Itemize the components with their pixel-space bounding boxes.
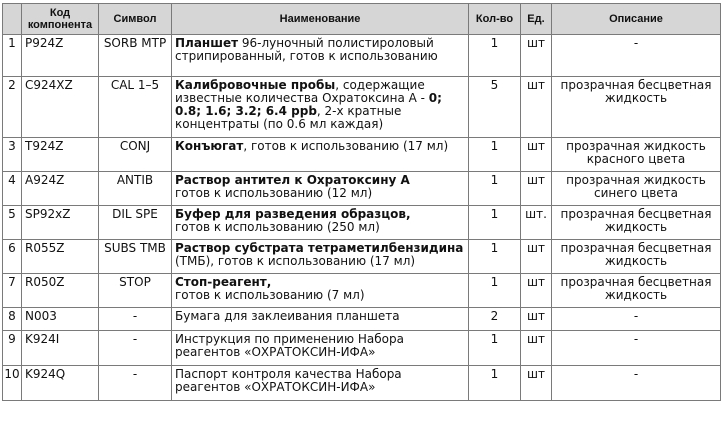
- component-unit: шт: [521, 35, 552, 77]
- row-number: 6: [3, 240, 22, 274]
- component-name-text: (ТМБ), готов к использованию (17 мл): [175, 254, 416, 268]
- component-name: [172, 331, 469, 366]
- component-unit: шт: [521, 77, 552, 138]
- component-symbol: -: [99, 366, 172, 401]
- component-name: [172, 366, 469, 401]
- component-name-text: Бумага для заклеивания планшета: [175, 309, 400, 323]
- row-number: 8: [3, 308, 22, 331]
- component-code: C924XZ: [22, 77, 99, 138]
- component-qty: 1: [469, 138, 521, 172]
- component-code: A924Z: [22, 172, 99, 206]
- component-name: [172, 240, 469, 274]
- header-row: [3, 4, 721, 35]
- row-number: 5: [3, 206, 22, 240]
- component-name: [172, 172, 469, 206]
- table-row: [3, 308, 721, 331]
- component-symbol: -: [99, 331, 172, 366]
- component-name-bold: Стоп-реагент,: [175, 275, 272, 289]
- component-description: прозрачная жидкость синего цвета: [552, 172, 721, 206]
- component-description: -: [552, 331, 721, 366]
- component-name-bold: Буфер для разведения образцов,: [175, 207, 411, 221]
- row-number: 3: [3, 138, 22, 172]
- component-unit: шт: [521, 240, 552, 274]
- row-number: 4: [3, 172, 22, 206]
- component-description: прозрачная бесцветная жидкость: [552, 274, 721, 308]
- component-description: -: [552, 35, 721, 77]
- component-name-text: готов к использованию (12 мл): [175, 186, 373, 200]
- component-qty: 1: [469, 331, 521, 366]
- component-name: [172, 35, 469, 77]
- component-code: R050Z: [22, 274, 99, 308]
- row-number: 1: [3, 35, 22, 77]
- component-name: [172, 206, 469, 240]
- components-table: [2, 3, 721, 401]
- table-row: [3, 172, 721, 206]
- component-symbol: SUBS TMB: [99, 240, 172, 274]
- component-name-text: 96-луночный полистироловый стрипированный, готов к использованию: [175, 36, 438, 63]
- component-name-bold: Конъюгат: [175, 139, 244, 153]
- header-code: Код компонента: [22, 4, 99, 35]
- row-number: 9: [3, 331, 22, 366]
- component-unit: шт: [521, 172, 552, 206]
- component-name-text: , готов к использованию (17 мл): [243, 139, 449, 153]
- component-name: [172, 77, 469, 138]
- header-symbol: Символ: [99, 4, 172, 35]
- table-row: [3, 274, 721, 308]
- component-qty: 1: [469, 35, 521, 77]
- component-code: K924I: [22, 331, 99, 366]
- component-code: SP92xZ: [22, 206, 99, 240]
- component-description: прозрачная бесцветная жидкость: [552, 77, 721, 138]
- component-name-text: Инструкция по применению Набора реагентов «ОХРАТОКСИН-ИФА»: [175, 332, 404, 359]
- component-description: -: [552, 366, 721, 401]
- component-symbol: DIL SPE: [99, 206, 172, 240]
- row-number: 2: [3, 77, 22, 138]
- component-unit: шт: [521, 331, 552, 366]
- component-symbol: SORB MTP: [99, 35, 172, 77]
- component-unit: шт: [521, 138, 552, 172]
- row-number: 10: [3, 366, 22, 401]
- component-unit: шт.: [521, 206, 552, 240]
- header-name: Наименование: [172, 4, 469, 35]
- component-symbol: CAL 1–5: [99, 77, 172, 138]
- component-code: N003: [22, 308, 99, 331]
- component-symbol: STOP: [99, 274, 172, 308]
- header-unit: Ед.: [521, 4, 552, 35]
- component-name-text: готов к использованию (7 мл): [175, 288, 365, 302]
- component-name: [172, 308, 469, 331]
- component-unit: шт: [521, 308, 552, 331]
- component-name-bold: Калибровочные пробы: [175, 78, 336, 92]
- component-symbol: -: [99, 308, 172, 331]
- component-description: прозрачная бесцветная жидкость: [552, 206, 721, 240]
- row-number: 7: [3, 274, 22, 308]
- component-qty: 1: [469, 172, 521, 206]
- component-name: [172, 138, 469, 172]
- component-name-text: готов к использованию (250 мл): [175, 220, 380, 234]
- table-row: [3, 77, 721, 138]
- header-qty: Кол-во: [469, 4, 521, 35]
- header-num: [3, 4, 22, 35]
- component-qty: 5: [469, 77, 521, 138]
- component-description: -: [552, 308, 721, 331]
- component-description: прозрачная бесцветная жидкость: [552, 240, 721, 274]
- component-qty: 1: [469, 366, 521, 401]
- component-symbol: ANTIB: [99, 172, 172, 206]
- component-code: P924Z: [22, 35, 99, 77]
- table-row: [3, 366, 721, 401]
- component-name-bold: Раствор антител к Охратоксину А: [175, 173, 410, 187]
- component-qty: 1: [469, 274, 521, 308]
- component-symbol: CONJ: [99, 138, 172, 172]
- component-description: прозрачная жидкость красного цвета: [552, 138, 721, 172]
- component-code: K924Q: [22, 366, 99, 401]
- component-name-bold: Планшет: [175, 36, 239, 50]
- component-name: [172, 274, 469, 308]
- component-name-text: Паспорт контроля качества Набора реагентов «ОХРАТОКСИН-ИФА»: [175, 367, 402, 394]
- component-qty: 1: [469, 240, 521, 274]
- component-unit: шт: [521, 366, 552, 401]
- component-name-bold: Раствор субстрата тетраметилбензидина: [175, 241, 464, 255]
- component-name-text: , содержащие известные количества Охратоксина А -: [175, 78, 429, 105]
- table-row: [3, 138, 721, 172]
- table-row: [3, 35, 721, 77]
- table-row: [3, 240, 721, 274]
- component-name-bold-values: 0; 0.8; 1.6; 3.2; 6.4 ppb: [175, 91, 442, 118]
- component-name-text-end: , 2-х кратные концентраты (по 0.6 мл каждая): [175, 104, 402, 131]
- header-description: Описание: [552, 4, 721, 35]
- table-row: [3, 331, 721, 366]
- component-qty: 1: [469, 206, 521, 240]
- component-code: T924Z: [22, 138, 99, 172]
- component-code: R055Z: [22, 240, 99, 274]
- table-row: [3, 206, 721, 240]
- component-qty: 2: [469, 308, 521, 331]
- component-unit: шт: [521, 274, 552, 308]
